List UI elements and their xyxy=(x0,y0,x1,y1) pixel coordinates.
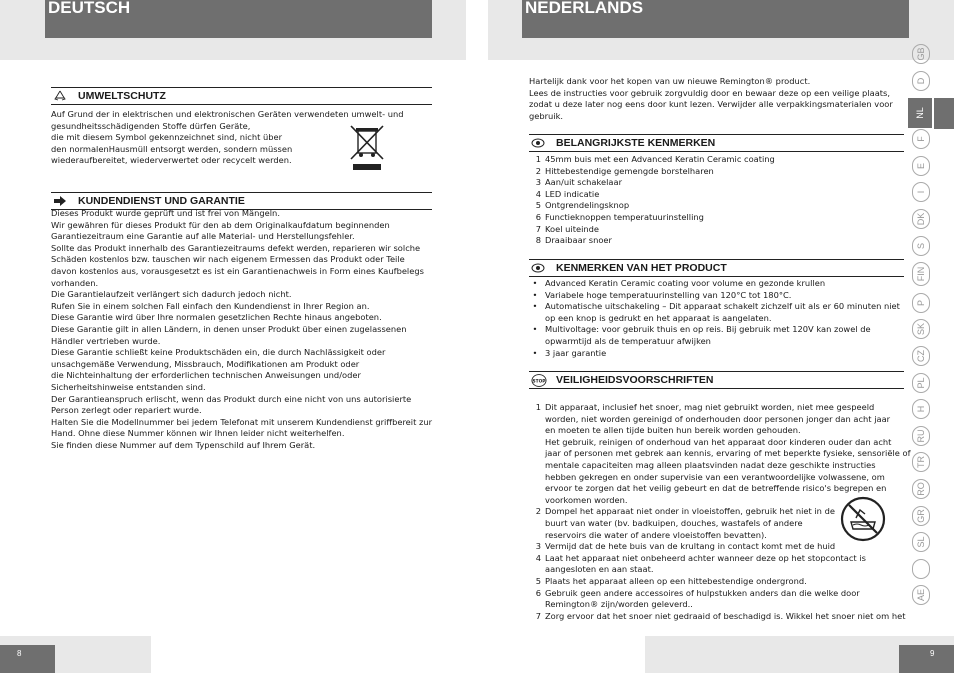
language-tab[interactable] xyxy=(912,479,930,499)
language-tab[interactable] xyxy=(912,319,930,339)
language-tab-label: PL xyxy=(916,377,926,389)
bullet-mark: • xyxy=(532,347,538,358)
list-text: 45mm buis met een Advanced Keratin Ceramic coating xyxy=(545,154,775,164)
list-text: Ontgrendelingsknop xyxy=(545,200,630,211)
bullet-mark: • xyxy=(532,324,538,335)
list-item xyxy=(529,235,899,247)
language-tab[interactable] xyxy=(912,452,930,472)
text-line: die Nichteinhaltung der erforderlichen technischen Anweisungen und/oder xyxy=(51,370,361,381)
list-text: reservoirs die water of andere vloeistoffen bevatten). xyxy=(545,529,767,540)
language-tab-label: AE xyxy=(916,589,926,602)
list-item xyxy=(529,599,909,611)
umwelt-heading: UMWELTSCHUTZ xyxy=(78,90,166,102)
list-text: Het gebruik, reinigen of onderhoud van het apparaat door kinderen ouder dan acht xyxy=(545,436,892,447)
text-line: Sicherheitshinweise entstanden sind. xyxy=(51,381,206,392)
list-text: LED indicatie xyxy=(545,188,600,199)
stop-icon-text: STOP xyxy=(532,379,546,385)
language-tab-label: RO xyxy=(916,482,926,496)
list-text: Laat het apparaat niet onbeheerd achter wanneer deze op het stopcontact is xyxy=(545,552,866,563)
text-line: Sollte das Produkt innerhalb des Garantiezeitraums defekt werden, reparieren wir solche xyxy=(51,242,421,253)
text-line: davon kostenlos aus, vorausgesetzt es ist ein Garantienachweis in Form eines Kaufbelegs xyxy=(51,265,424,276)
text-line: Diese Garantie gilt in allen Ländern, in denen unser Produkt über einen zugelassenen xyxy=(51,323,407,334)
list-number: 8 xyxy=(535,235,541,246)
text-line: die mit diesem Symbol gekennzeichnet sind, nicht über xyxy=(51,132,283,143)
product-list xyxy=(529,278,899,359)
list-text: Gebruik geen andere accessoires of hulpstukken anders dan die welke door xyxy=(545,587,860,598)
language-tab-label: F xyxy=(916,136,926,142)
language-tab-label: NL xyxy=(915,107,925,119)
product-heading-bar xyxy=(529,259,904,277)
list-text: Koel uiteinde xyxy=(545,223,600,234)
list-text: aangesloten en aan staat. xyxy=(545,564,654,575)
language-tab[interactable] xyxy=(912,209,930,229)
list-text: Aan/uit schakelaar xyxy=(545,177,622,188)
kenmerken-heading: BELANGRIJKSTE KENMERKEN xyxy=(556,137,716,149)
language-tab-label: E xyxy=(916,162,926,169)
list-text: Remington® zijn/worden geleverd.. xyxy=(545,599,693,610)
list-text: Advanced Keratin Ceramic coating voor volume en gezonde krullen xyxy=(545,278,826,288)
product-heading: KENMERKEN VAN HET PRODUCT xyxy=(556,262,727,274)
right-page-number: 9 xyxy=(899,645,954,673)
kenmerken-list xyxy=(529,154,899,247)
language-tab-label: FIN xyxy=(916,266,926,282)
list-item xyxy=(529,425,909,437)
list-item xyxy=(529,290,899,302)
text-line: Dieses Produkt wurde geprüft und ist frei von Mängeln. xyxy=(51,208,280,218)
language-tab-label: H xyxy=(916,405,926,413)
list-number: 7 xyxy=(535,223,541,234)
language-tab-label: SL xyxy=(916,536,926,548)
list-item xyxy=(529,541,909,553)
list-item xyxy=(529,200,899,212)
text-line: Person zerlegt oder repariert wurde. xyxy=(51,405,202,416)
list-item xyxy=(529,460,909,472)
list-number: 1 xyxy=(535,402,541,412)
list-item xyxy=(529,278,899,290)
list-number: 6 xyxy=(535,587,541,598)
language-tab-label: TR xyxy=(916,456,926,469)
service-text xyxy=(51,208,432,451)
left-language-title: DEUTSCH xyxy=(45,0,432,38)
list-item xyxy=(529,611,909,623)
text-line: Garantiezeitraum eine Garantie auf alle Material- und Herstellungsfehler. xyxy=(51,231,355,242)
text-line: Der Garantieanspruch erlischt, wenn das Produkt durch eine nicht von uns autorisierte xyxy=(51,393,412,404)
language-tab[interactable] xyxy=(912,44,930,64)
right-language-title: NEDERLANDS xyxy=(522,0,909,38)
list-text: opwarmtijd als de temperatuur afwijken xyxy=(545,335,711,346)
list-item xyxy=(529,483,909,495)
list-item xyxy=(529,212,899,224)
language-tab[interactable] xyxy=(912,346,930,366)
intro-text xyxy=(529,76,893,122)
language-tab[interactable] xyxy=(912,426,930,446)
text-line: Wir gewähren für dieses Produkt für den ab dem Originalkaufdatum beginnenden xyxy=(51,219,390,230)
text-line: Diese Garantie wird über Ihre normalen gesetzlichen Rechte hinaus angeboten. xyxy=(51,312,382,323)
text-line: Diese Garantie schließt keine Produktschäden ein, die durch Nachlässigkeit oder xyxy=(51,347,386,358)
service-heading: KUNDENDIENST UND GARANTIE xyxy=(78,195,245,207)
text-line: vorhanden. xyxy=(51,277,99,288)
language-tab-label: CZ xyxy=(916,350,926,362)
language-tab-label: P xyxy=(916,299,926,306)
language-tab[interactable] xyxy=(912,71,930,91)
language-tab[interactable] xyxy=(912,236,930,256)
language-tab[interactable] xyxy=(908,98,932,128)
language-tab-label: I xyxy=(916,191,926,194)
list-number: 6 xyxy=(535,211,541,222)
list-item xyxy=(529,154,899,166)
list-text: buurt van water (bv. badkuipen, douches, wastafels of andere xyxy=(545,517,803,528)
language-tab[interactable] xyxy=(912,373,930,393)
list-item xyxy=(529,414,909,426)
list-number: 3 xyxy=(535,177,541,188)
list-item xyxy=(529,348,899,360)
list-text: Vermijd dat de hete buis van de krultang in contact komt met de huid xyxy=(545,541,836,552)
language-tab-label: D xyxy=(916,77,926,84)
list-text: Plaats het apparaat alleen op een hittebestendige ondergrond. xyxy=(545,575,807,586)
text-line: Lees de instructies voor gebruik zorgvuldig door en bewaar deze op een veilige plaats, xyxy=(529,87,891,98)
stop-icon xyxy=(531,374,547,387)
language-tab[interactable] xyxy=(912,506,930,526)
list-item xyxy=(529,448,909,460)
text-line: gebruik. xyxy=(529,110,564,121)
text-line: Auf Grund der in elektrischen und elektronischen Geräten verwendeten umwelt- und xyxy=(51,109,404,119)
text-line: Die Garantielaufzeit verlängert sich dadurch jedoch nicht. xyxy=(51,289,292,300)
list-item xyxy=(529,472,909,484)
list-text: Variabele hoge temperatuurinstelling van 120°C tot 180°C. xyxy=(545,289,792,300)
list-item xyxy=(529,324,899,336)
text-line: Hand. Ohne diese Nummer können wir Ihnen leider nicht weiterhelfen. xyxy=(51,428,345,439)
list-text: Multivoltage: voor gebruik thuis en op reis. Bij gebruik met 120V kan zowel de xyxy=(545,324,871,335)
list-text: Dompel het apparaat niet onder in vloeistoffen, gebruik het niet in de xyxy=(545,506,835,517)
list-number: 2 xyxy=(535,165,541,176)
list-text: hebben gekregen en onder supervisie van een verantwoordelijke volwassene, om xyxy=(545,471,885,482)
list-text: Automatische uitschakeling – Dit apparaat schakelt zichzelf uit als er 60 minuten niet xyxy=(545,301,900,312)
list-number: 2 xyxy=(535,506,541,517)
text-line: den normalenHausmüll entsorgt werden, sondern müssen xyxy=(51,143,293,154)
text-line: gesundheitsschädigenden Stoffe dürfen Geräte, xyxy=(51,120,251,131)
list-text: jaar of personen met gebrek aan kennis, ervaring of met beperkte fysieke, sensoriële of xyxy=(545,448,911,459)
list-item xyxy=(529,564,909,576)
list-number: 3 xyxy=(535,541,541,552)
text-line: Händler vertrieben wurde. xyxy=(51,335,161,346)
list-text: Zorg ervoor dat het snoer niet gedraaid of beschadigd is. Wikkel het snoer niet om het xyxy=(545,610,906,621)
text-line: Rufen Sie in einem solchen Fall einfach den Kundendienst in Ihrer Region an. xyxy=(51,300,370,311)
language-tab[interactable] xyxy=(912,182,930,202)
list-number: 4 xyxy=(535,552,541,563)
language-tab-label: SK xyxy=(916,323,926,336)
list-text: en moeten te allen tijde buiten hun bereik worden gehouden. xyxy=(545,425,801,436)
language-tab[interactable] xyxy=(912,293,930,313)
active-tab-strip xyxy=(934,98,954,129)
safety-heading: VEILIGHEIDSVOORSCHRIFTEN xyxy=(556,374,714,386)
language-tab[interactable] xyxy=(912,532,930,552)
list-item xyxy=(529,437,909,449)
language-tab-label: GR xyxy=(916,508,926,523)
list-text: Draaibaar snoer xyxy=(545,235,612,246)
crossed-bin-icon xyxy=(347,123,387,171)
no-water-icon xyxy=(840,496,886,542)
list-text: worden, niet worden gereinigd of onderhouden door personen jonger dan acht jaar xyxy=(545,413,891,424)
language-tab[interactable] xyxy=(912,559,930,579)
list-item xyxy=(529,177,899,189)
list-number: 7 xyxy=(535,610,541,621)
arrow-right-icon xyxy=(53,195,67,207)
list-number: 5 xyxy=(535,200,541,211)
text-line: zodat u deze later nog eens door kunt lezen. Verwijder alle verpakkingsmaterialen voor xyxy=(529,99,893,110)
text-line: Halten Sie die Modellnummer bei jedem Telefonat mit unserem Kundendienst griffbereit zur xyxy=(51,416,432,427)
language-tab-label: RU xyxy=(916,429,926,443)
list-text: ervoor te zorgen dat het veilig gebeurt en dat de betreffende risico's begrepen en xyxy=(545,483,887,494)
list-item xyxy=(529,402,909,414)
list-number: 1 xyxy=(535,154,541,164)
list-text: 3 jaar garantie xyxy=(545,347,607,358)
list-item xyxy=(529,576,909,588)
list-item xyxy=(529,224,899,236)
language-tab-label: S xyxy=(916,242,926,249)
language-tab-label: GB xyxy=(916,47,926,61)
safety-heading-bar xyxy=(529,371,904,389)
list-text: Hittebestendige gemengde borstelharen xyxy=(545,165,714,176)
bullet-mark: • xyxy=(532,289,538,300)
list-item xyxy=(529,313,899,325)
list-item xyxy=(529,189,899,201)
list-number: 4 xyxy=(535,188,541,199)
eye-icon xyxy=(531,137,545,149)
list-text: voorkomen worden. xyxy=(545,494,628,505)
list-item xyxy=(529,301,899,313)
umwelt-heading-bar xyxy=(51,87,432,105)
text-line: wiederaufbereitet, wiederverwertet oder recycelt werden. xyxy=(51,155,292,166)
language-tab[interactable] xyxy=(912,156,930,176)
bullet-mark: • xyxy=(532,301,538,312)
language-tab[interactable] xyxy=(912,399,930,419)
left-page-number: 8 xyxy=(0,645,55,673)
recycle-icon xyxy=(53,90,67,102)
list-number: 5 xyxy=(535,575,541,586)
list-item xyxy=(529,588,909,600)
eye-icon xyxy=(531,262,545,274)
text-line: Sie finden diese Nummer auf dem Typenschild auf Ihrem Gerät. xyxy=(51,439,316,450)
text-line: Hartelijk dank voor het kopen van uw nieuwe Remington® product. xyxy=(529,76,811,86)
list-text: Dit apparaat, inclusief het snoer, mag niet gebruikt worden, niet mee gespeeld xyxy=(545,402,875,412)
list-text: mentale capaciteiten mag alleen plaatsvinden nadat deze geschikte instructies xyxy=(545,459,876,470)
text-line: Schäden kostenlos bzw. tauschen wir nach eigenem Ermessen das Produkt oder Teile xyxy=(51,254,405,265)
language-tab[interactable] xyxy=(912,129,930,149)
list-text: op een knop is gedrukt en het apparaat is aangelaten. xyxy=(545,312,772,323)
list-text: Functieknoppen temperatuurinstelling xyxy=(545,211,704,222)
text-line: unsachgemäße Verwendung, Missbrauch, Modifikationen am Produkt oder xyxy=(51,358,360,369)
list-item xyxy=(529,336,899,348)
bullet-mark: • xyxy=(532,278,538,288)
list-item xyxy=(529,553,909,565)
language-tab-label: DK xyxy=(916,212,926,226)
language-tab[interactable] xyxy=(912,585,930,605)
language-tab[interactable] xyxy=(912,262,930,286)
kenmerken-heading-bar xyxy=(529,134,904,152)
list-item xyxy=(529,166,899,178)
